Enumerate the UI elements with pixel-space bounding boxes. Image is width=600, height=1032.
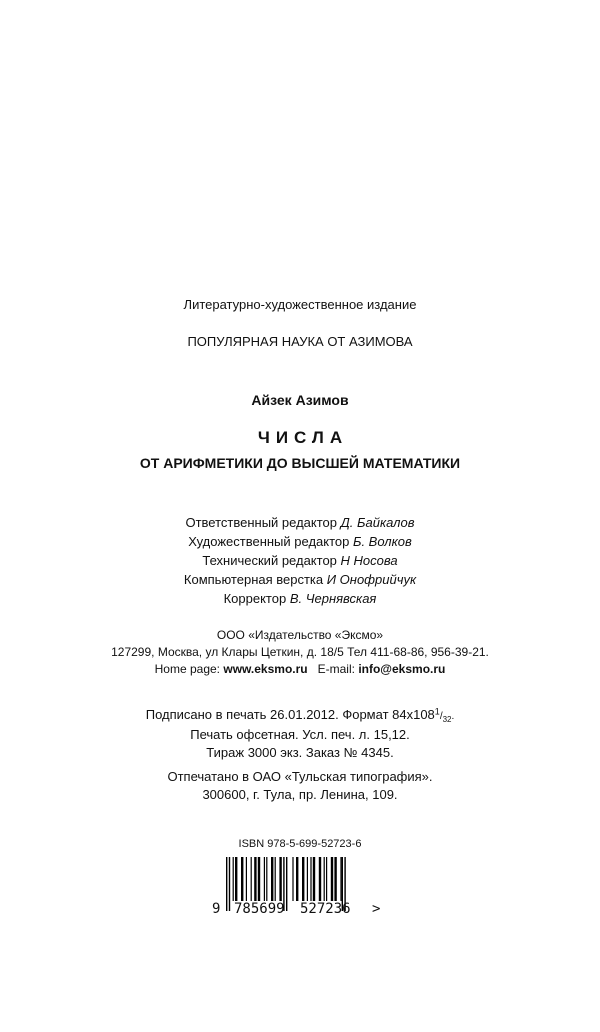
barcode-bar [233,857,234,901]
barcode-bar [292,857,293,901]
barcode-bar [241,857,243,901]
home-page-label: Home page: [154,662,221,676]
publisher-name: ООО «Издательство «Эксмо» [216,628,384,642]
barcode-bar [340,857,341,901]
staff-role: Корректор [223,591,287,606]
signed-text: Подписано в печать 26.01.2012. Формат 84x108 [145,707,435,722]
format-fraction: $^1/_{32}$. [434,706,455,724]
barcode-group-right: 527236 [300,901,351,917]
barcode-bar [324,857,325,901]
staff-role: Технический редактор [202,553,337,568]
barcode-bar [258,857,260,901]
barcode-guard-bar [286,857,287,911]
barcode-bar [319,857,321,901]
barcode-bar [310,857,311,901]
barcode-bar [254,857,256,901]
barcode-bar [266,857,267,901]
printer-line-2: 300600, г. Тула, пр. Ленина, 109. [202,787,398,802]
staff-row [0,551,600,570]
print-line-3: Тираж 3000 экз. Заказ № 4345. [206,745,394,760]
staff-role: Компьютерная верстка [183,572,324,587]
barcode-bar [264,857,265,901]
print-details [0,706,600,762]
staff-row [0,570,600,589]
format-denominator: 32 [442,715,452,724]
format-numerator: 1 [434,706,440,717]
barcode-bar [251,857,252,901]
staff-row [0,589,600,608]
barcode-bar [235,857,237,901]
book-title: ЧИСЛА [257,428,349,447]
barcode-bar [307,857,308,901]
book-subtitle: ОТ АРИФМЕТИКИ ДО ВЫСШЕЙ МАТЕМАТИКИ [139,455,461,471]
staff-name: И Онофрийчук [326,572,417,587]
barcode-bar [326,857,327,901]
barcode-guard-bar [226,857,227,911]
staff-role: Ответственный редактор [185,515,338,530]
isbn-text: ISBN 978-5-699-52723-6 [238,838,362,850]
staff-name: Н Носова [340,553,398,568]
series-name: ПОПУЛЯРНАЯ НАУКА ОТ АЗИМОВА [187,334,413,349]
barcode-bar [331,857,333,901]
staff-name: Б. Волков [353,534,412,549]
home-page-link[interactable]: www.eksmo.ru [223,662,308,676]
publisher-address: 127299, Москва, ул Клары Цеткин, д. 18/5 Тел 411-68-86, 956-39-21. [111,645,489,659]
barcode-bar [246,857,247,901]
staff-role: Художественный редактор [188,534,350,549]
barcode-bar [313,857,315,901]
print-line-2: Печать офсетная. Усл. печ. л. 15,12. [190,727,410,742]
barcode-bar [296,857,298,901]
barcode-bar [302,857,304,901]
printer-block [0,768,600,804]
staff-row [0,532,600,551]
signed-line [0,706,600,726]
staff-row [0,513,600,532]
barcode-bar [334,857,336,901]
barcode-first-digit: 9 [212,901,221,917]
barcode-quiet-zone-arrow: > [372,901,381,917]
publisher-contacts [0,661,600,678]
barcode-bar [279,857,281,901]
barcode-bar [275,857,276,901]
staff-name: В. Чернявская [289,591,377,606]
barcode-group-left: 785699 [234,901,285,917]
staff-credits [0,513,600,608]
staff-name: Д. Байкалов [340,515,415,530]
author-name: Айзек Азимов [251,392,349,408]
email-link[interactable]: info@eksmo.ru [358,662,446,676]
genre-line: Литературно-художественное издание [183,297,417,312]
printer-line-1: Отпечатано в ОАО «Тульская типография». [167,769,433,784]
barcode-bar [271,857,273,901]
email-label: E-mail: [317,662,355,676]
barcode-guard-bar [229,857,230,911]
publisher-block [0,627,600,678]
